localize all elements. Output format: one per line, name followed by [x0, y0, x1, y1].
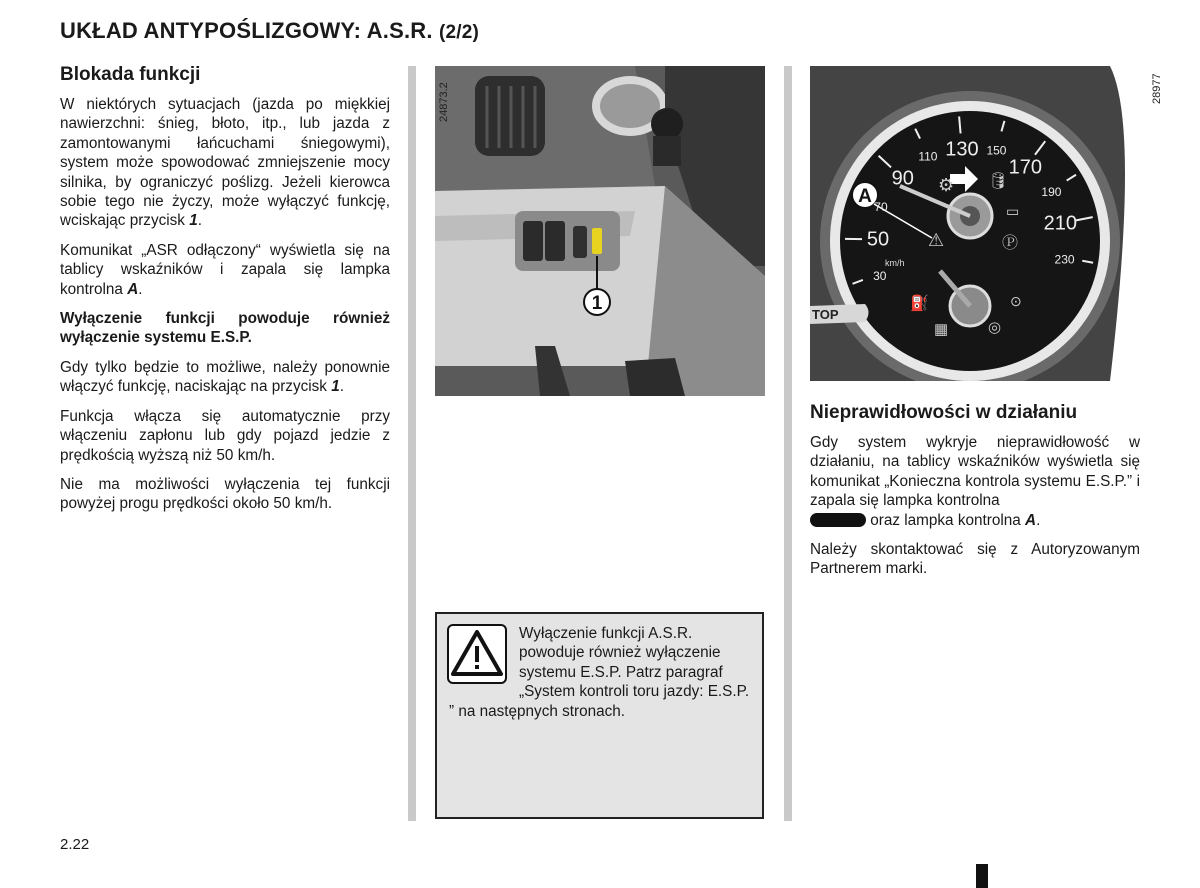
- paragraph: Gdy tylko będzie to możliwe, należy ponownie włączyć funkcję, naciskając na przycisk 1.: [60, 358, 390, 396]
- svg-text:⚠: ⚠: [928, 230, 945, 250]
- section-heading-malfunctions: Nieprawidłowości w działaniu: [810, 402, 1078, 423]
- speed-label: 30: [873, 268, 887, 283]
- speed-label: 190: [1041, 185, 1062, 200]
- svg-text:⚙: ⚙: [938, 175, 955, 195]
- wrench-icon: [810, 513, 866, 527]
- section-heading-lock: Blokada funkcji: [60, 64, 201, 85]
- paragraph: W niektórych sytuacjach (jazda po miękkiej nawierzchni: śnieg, błoto, itp., lub jazda z zamontowanymi łańcuchami śniegowymi), system może spowodować zmniejszenie mocy silnika, by ograniczyć poślizg. Jeżeli kierowca sobie tego nie życzy, może wyłączyć funkcję, wciskając przycisk 1.: [60, 96, 390, 230]
- paragraph: Gdy system wykryje nieprawidłowość w działaniu, na tablicy wskaźników wyświetla się komunikat „Konieczna kontrola systemu E.S.P.” i zapala się lampka kontrolna oraz lampka kontrolna A.: [810, 434, 1140, 529]
- callout-a: A: [858, 186, 872, 207]
- right-column: [810, 433, 1140, 589]
- paragraph: Komunikat „ASR odłączony“ wyświetla się na tablicy wskaźników i zapala się lampka kontrolna A.: [60, 241, 390, 298]
- paragraph: Funkcja włącza się automatycznie przy włączeniu zapłonu lub gdy pojazd jedzie z prędkością wyższą niż 50 km/h.: [60, 407, 390, 464]
- figure-id: 24873.2: [438, 82, 450, 122]
- callout-1: 1: [591, 293, 603, 314]
- column-divider: [408, 66, 416, 821]
- title-main: UKŁAD ANTYPOŚLIZGOWY: A.S.R.: [60, 18, 433, 43]
- stop-label: TOP: [812, 307, 839, 322]
- figure-id: 28977: [1151, 73, 1163, 104]
- svg-text:Ⓟ: Ⓟ: [1002, 235, 1019, 252]
- speed-label: 130: [945, 138, 979, 161]
- speed-label: 90: [891, 167, 914, 190]
- warning-box: [435, 612, 764, 819]
- warning-text: Wyłączenie funkcji A.S.R. powoduje również wyłączenie systemu E.S.P. Patrz paragraf „System kontroli toru jazdy: E.S.P. ” na następnych stronach.: [449, 625, 750, 720]
- paragraph: Nie ma możliwości wyłączenia tej funkcji powyżej progu prędkości około 50 km/h.: [60, 475, 390, 513]
- speed-label: 170: [1008, 156, 1043, 179]
- paragraph: Należy skontaktować się z Autoryzowanym Partnerem marki.: [810, 541, 1140, 578]
- speed-label: 150: [986, 143, 1007, 158]
- title-part: (2/2): [438, 22, 480, 43]
- speedometer-illustration: [810, 66, 1140, 381]
- dashboard-switch-drawing: [435, 66, 765, 396]
- svg-text:◎: ◎: [988, 319, 1002, 336]
- svg-text:▦: ▦: [934, 321, 949, 338]
- svg-text:▭: ▭: [1006, 203, 1020, 219]
- paragraph-bold: Wyłączenie funkcji powoduje również wyłączenie systemu E.S.P.: [60, 310, 390, 347]
- left-column: [60, 95, 390, 524]
- speed-label: 50: [866, 228, 890, 251]
- speed-label: 70: [874, 200, 888, 215]
- page-number: 2.22: [60, 836, 90, 853]
- speed-unit: km/h: [885, 258, 905, 268]
- speed-label: 110: [918, 149, 938, 164]
- speed-label: 230: [1054, 252, 1075, 267]
- page-edge-mark: [976, 864, 988, 888]
- speedometer-drawing: [810, 66, 1140, 381]
- svg-text:⛽: ⛽: [910, 295, 929, 312]
- svg-text:⊙: ⊙: [1010, 293, 1022, 309]
- page-title: [60, 18, 479, 44]
- column-divider: [784, 66, 792, 821]
- svg-text:🛢: 🛢: [988, 173, 1009, 190]
- dashboard-switch-illustration: [435, 66, 765, 396]
- speed-label: 210: [1043, 212, 1077, 235]
